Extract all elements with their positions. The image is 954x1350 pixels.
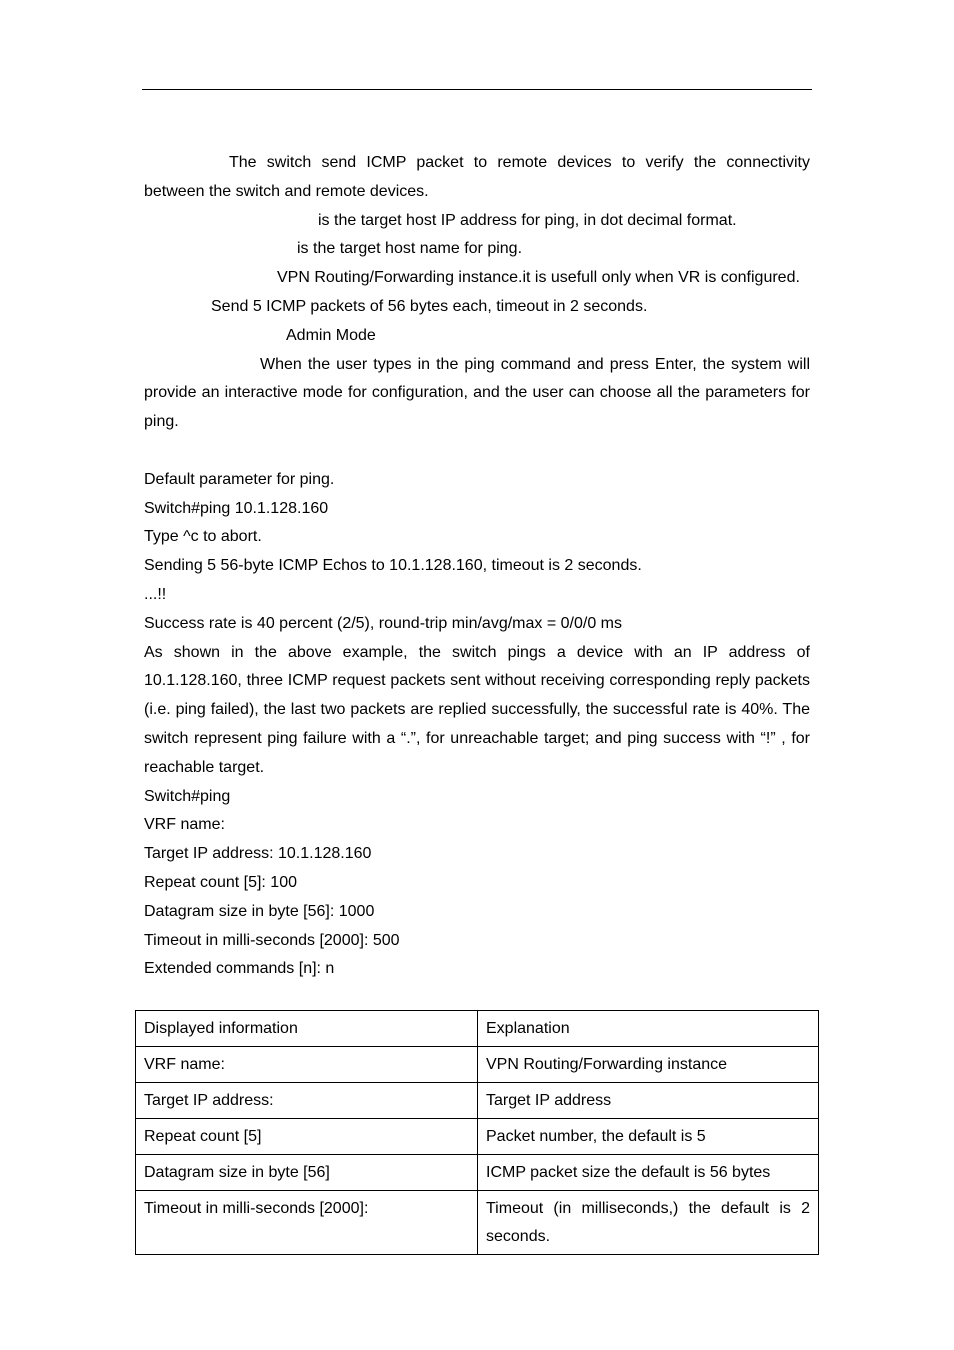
example-explanation: As shown in the above example, the switch pings a device with an IP address of 10.1.128.160, three ICMP request packets sent without receiving corresponding reply packets (i.e. ping failed), the last two packets are replied successfully, the successful rate is 40%. The switch represent ping failure with a “.”, for unreachable target; and ping success with “!” , for reachable target. [144,643,810,776]
table-cell: ICMP packet size the default is 56 bytes [478,1155,819,1191]
table-cell: Timeout (in milliseconds,) the default is 2 seconds. [478,1191,819,1255]
document-body [144,149,810,984]
interactive-line: Timeout in milli-seconds [2000]: 500 [144,931,400,949]
table-cell: VRF name: [136,1047,478,1083]
table-header-row [136,1011,819,1047]
usage-guide: When the user types in the ping command and press Enter, the system will provide an interactive mode for configuration, and the user can choose all the parameters for ping. [144,355,810,431]
interactive-line: VRF name: [144,816,225,834]
default-value: Send 5 ICMP packets of 56 bytes each, timeout in 2 seconds. [211,297,648,315]
example-line: Success rate is 40 percent (2/5), round-trip min/avg/max = 0/0/0 ms [144,614,622,632]
hostname-parameter: is the target host name for ping. [297,240,523,258]
vrf-parameter: VPN Routing/Forwarding instance.it is usefull only when VR is configured. [277,269,800,287]
section-spacer [144,437,810,466]
description-paragraph: The switch send ICMP packet to remote devices to verify the connectivity between the switch and remote devices. [144,154,810,200]
example-line: Sending 5 56-byte ICMP Echos to 10.1.128.160, timeout is 2 seconds. [144,557,642,575]
table-cell: Datagram size in byte [56] [136,1155,478,1191]
table-cell: VPN Routing/Forwarding instance [478,1047,819,1083]
table-row [136,1083,819,1119]
example-line: Default parameter for ping. [144,470,335,488]
command-mode: Admin Mode [286,326,376,344]
interactive-line: Datagram size in byte [56]: 1000 [144,902,375,920]
header-rule [142,89,812,90]
table-cell: Packet number, the default is 5 [478,1119,819,1155]
ip-address-parameter: is the target host IP address for ping, in dot decimal format. [318,211,737,229]
table-row [136,1119,819,1155]
interactive-line: Switch#ping [144,787,231,805]
display-info-table [135,1010,819,1255]
table-row [136,1047,819,1083]
interactive-line: Extended commands [n]: n [144,960,335,978]
table-cell: Target IP address: [136,1083,478,1119]
table-header-cell: Explanation [478,1011,819,1047]
interactive-line: Repeat count [5]: 100 [144,873,297,891]
example-line: ...!! [144,585,167,603]
table-header-cell: Displayed information [136,1011,478,1047]
table-row [136,1191,819,1255]
example-line: Switch#ping 10.1.128.160 [144,499,329,517]
interactive-line: Target IP address: 10.1.128.160 [144,845,372,863]
table-cell: Timeout in milli-seconds [2000]: [136,1191,478,1255]
table-cell: Repeat count [5] [136,1119,478,1155]
table-row [136,1155,819,1191]
example-line: Type ^c to abort. [144,528,262,546]
table-cell: Target IP address [478,1083,819,1119]
